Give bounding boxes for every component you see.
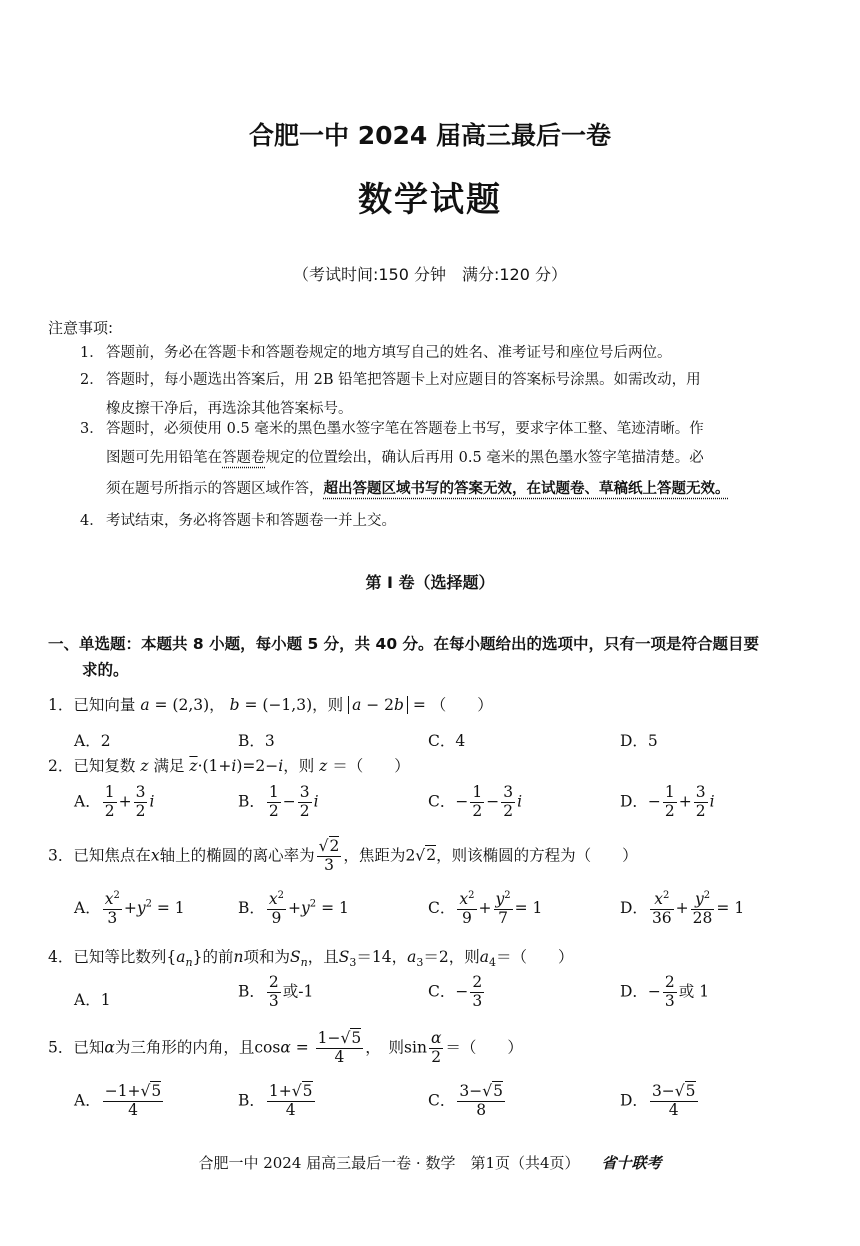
q1-option-c: C．4 bbox=[428, 732, 466, 750]
note-text: 答题时，必须使用 0.5 毫米的黑色墨水签字笔在答题卷上书写，要求字体工整、笔迹清晰。作 bbox=[106, 421, 704, 437]
q5-option-b: B． $\frac{1+√5}{4}$ bbox=[238, 1082, 313, 1119]
q5-option-a: A． $\frac{-1+√5}{4}$ bbox=[74, 1082, 162, 1119]
note-item-1 bbox=[80, 339, 815, 368]
q2-option-a: A． $\frac{1}{2}$ + $\frac{3}{2}$ i bbox=[74, 783, 155, 820]
part-one-heading: 一、单选题：本题共 8 小题，每小题 5 分，共 40 分。在每小题给出的选项中，只有一项是符合题目要 求的。 bbox=[48, 635, 760, 679]
note-text-cont: 橡皮擦干净后，再选涂其他答案标号。 bbox=[106, 401, 353, 417]
note-text: 答题时，每小题选出答案后，用 2B 铅笔把答题卡上对应题目的答案标号涂黑。如需改动，用 bbox=[106, 372, 701, 388]
note-item-4 bbox=[80, 507, 815, 536]
exam-info: （考试时间:150 分钟 满分:120 分） bbox=[292, 265, 568, 284]
footer-text: 合肥一中 2024 届高三最后一卷 · 数学 第1页（共4页） bbox=[198, 1154, 580, 1172]
q5-option-d: D． $\frac{3-√5}{4}$ bbox=[620, 1082, 696, 1119]
q2-option-c: C．− $\frac{1}{2}$ − $\frac{3}{2}$ i bbox=[428, 783, 523, 820]
emphasis-dotted: 答题卷 bbox=[222, 450, 266, 466]
q3-option-c: C． $\frac{x^2}{9}$ + $\frac{y^2}{7}$ = 1 bbox=[428, 890, 543, 927]
note-number: 4． bbox=[80, 513, 104, 529]
question-4: 4．已知等比数列$\{a_n\}$的前n项和为$S_n$，且$S_3=14$，$a_3=2$，则$a_4=$（ ） bbox=[48, 948, 574, 970]
q5-option-c: C． $\frac{3-√5}{8}$ bbox=[428, 1082, 503, 1119]
note-text: 答题前，务必在答题卡和答题卷规定的地方填写自己的姓名、准考证号和座位号后两位。 bbox=[106, 345, 672, 361]
note-item-3 bbox=[80, 415, 815, 504]
q4-option-a: A．1 bbox=[74, 991, 111, 1009]
note-text: 考试结束，务必将答题卡和答题卷一并上交。 bbox=[106, 513, 396, 529]
section-title: 第 I 卷（选择题） bbox=[365, 573, 495, 592]
q3-option-a: A． $\frac{x^2}{3}$ $+y^2 = 1$ bbox=[74, 890, 185, 927]
note-number: 3． bbox=[80, 421, 104, 437]
q3-option-d: D． $\frac{x^2}{36}$ + $\frac{y^2}{28}$ = 1 bbox=[620, 890, 745, 927]
notes-heading: 注意事项: bbox=[48, 319, 114, 337]
note-text-cont2: 须在题号所指示的答题区域作答，超出答题区域书写的答案无效，在试题卷、草稿纸上答题无效。 bbox=[106, 481, 730, 497]
note-text-cont: 图题可先用铅笔在答题卷规定的位置绘出，确认后再用 0.5 毫米的黑色墨水签字笔描清楚。必 bbox=[106, 450, 704, 466]
q4-option-c: C．− $\frac{2}{3}$ bbox=[428, 973, 483, 1010]
seal-text: 省十联考 bbox=[601, 1154, 662, 1172]
question-2: 2．已知复数 z 满足 $\overline{z}\cdot(1+i)=2-i$，则 z ＝（ ） bbox=[48, 757, 410, 775]
q2-option-d: D．− $\frac{1}{2}$ + $\frac{3}{2}$ i bbox=[620, 783, 715, 820]
q1-option-b: B．3 bbox=[238, 732, 275, 750]
question-3: 3．已知焦点在x轴上的椭圆的离心率为 $\frac{√2}{3}$ ，焦距为2√2，则该椭圆的方程为（ ） bbox=[48, 837, 638, 874]
q2-option-b: B． $\frac{1}{2}$ − $\frac{3}{2}$ i bbox=[238, 783, 319, 820]
note-number: 2． bbox=[80, 372, 104, 388]
note-number: 1． bbox=[80, 345, 104, 361]
q4-option-b: B． $\frac{2}{3}$ 或-1 bbox=[238, 973, 314, 1010]
subject-title: 数学试题 bbox=[358, 180, 502, 220]
emphasis-bold: 超出答题区域书写的答案无效，在试题卷、草稿纸上答题无效。 bbox=[323, 481, 730, 497]
question-1: 1．已知向量 a = (2,3)， b = (−1,3)，则 a − 2b = （ ） bbox=[48, 696, 493, 714]
q1-option-d: D．5 bbox=[620, 732, 658, 750]
school-title: 合肥一中 2024 届高三最后一卷 bbox=[249, 121, 611, 150]
q3-option-b: B． $\frac{x^2}{9}$ $+y^2 = 1$ bbox=[238, 890, 349, 927]
page-footer bbox=[0, 1152, 860, 1173]
question-5: 5．已知α为三角形的内角，且cosα = $\frac{1-√5}{4}$ ， 则sin $\frac{\alpha}{2}$ ＝（ ） bbox=[48, 1029, 523, 1066]
q1-option-a: A．2 bbox=[74, 732, 111, 750]
q4-option-d: D．− $\frac{2}{3}$ 或 1 bbox=[620, 973, 710, 1010]
